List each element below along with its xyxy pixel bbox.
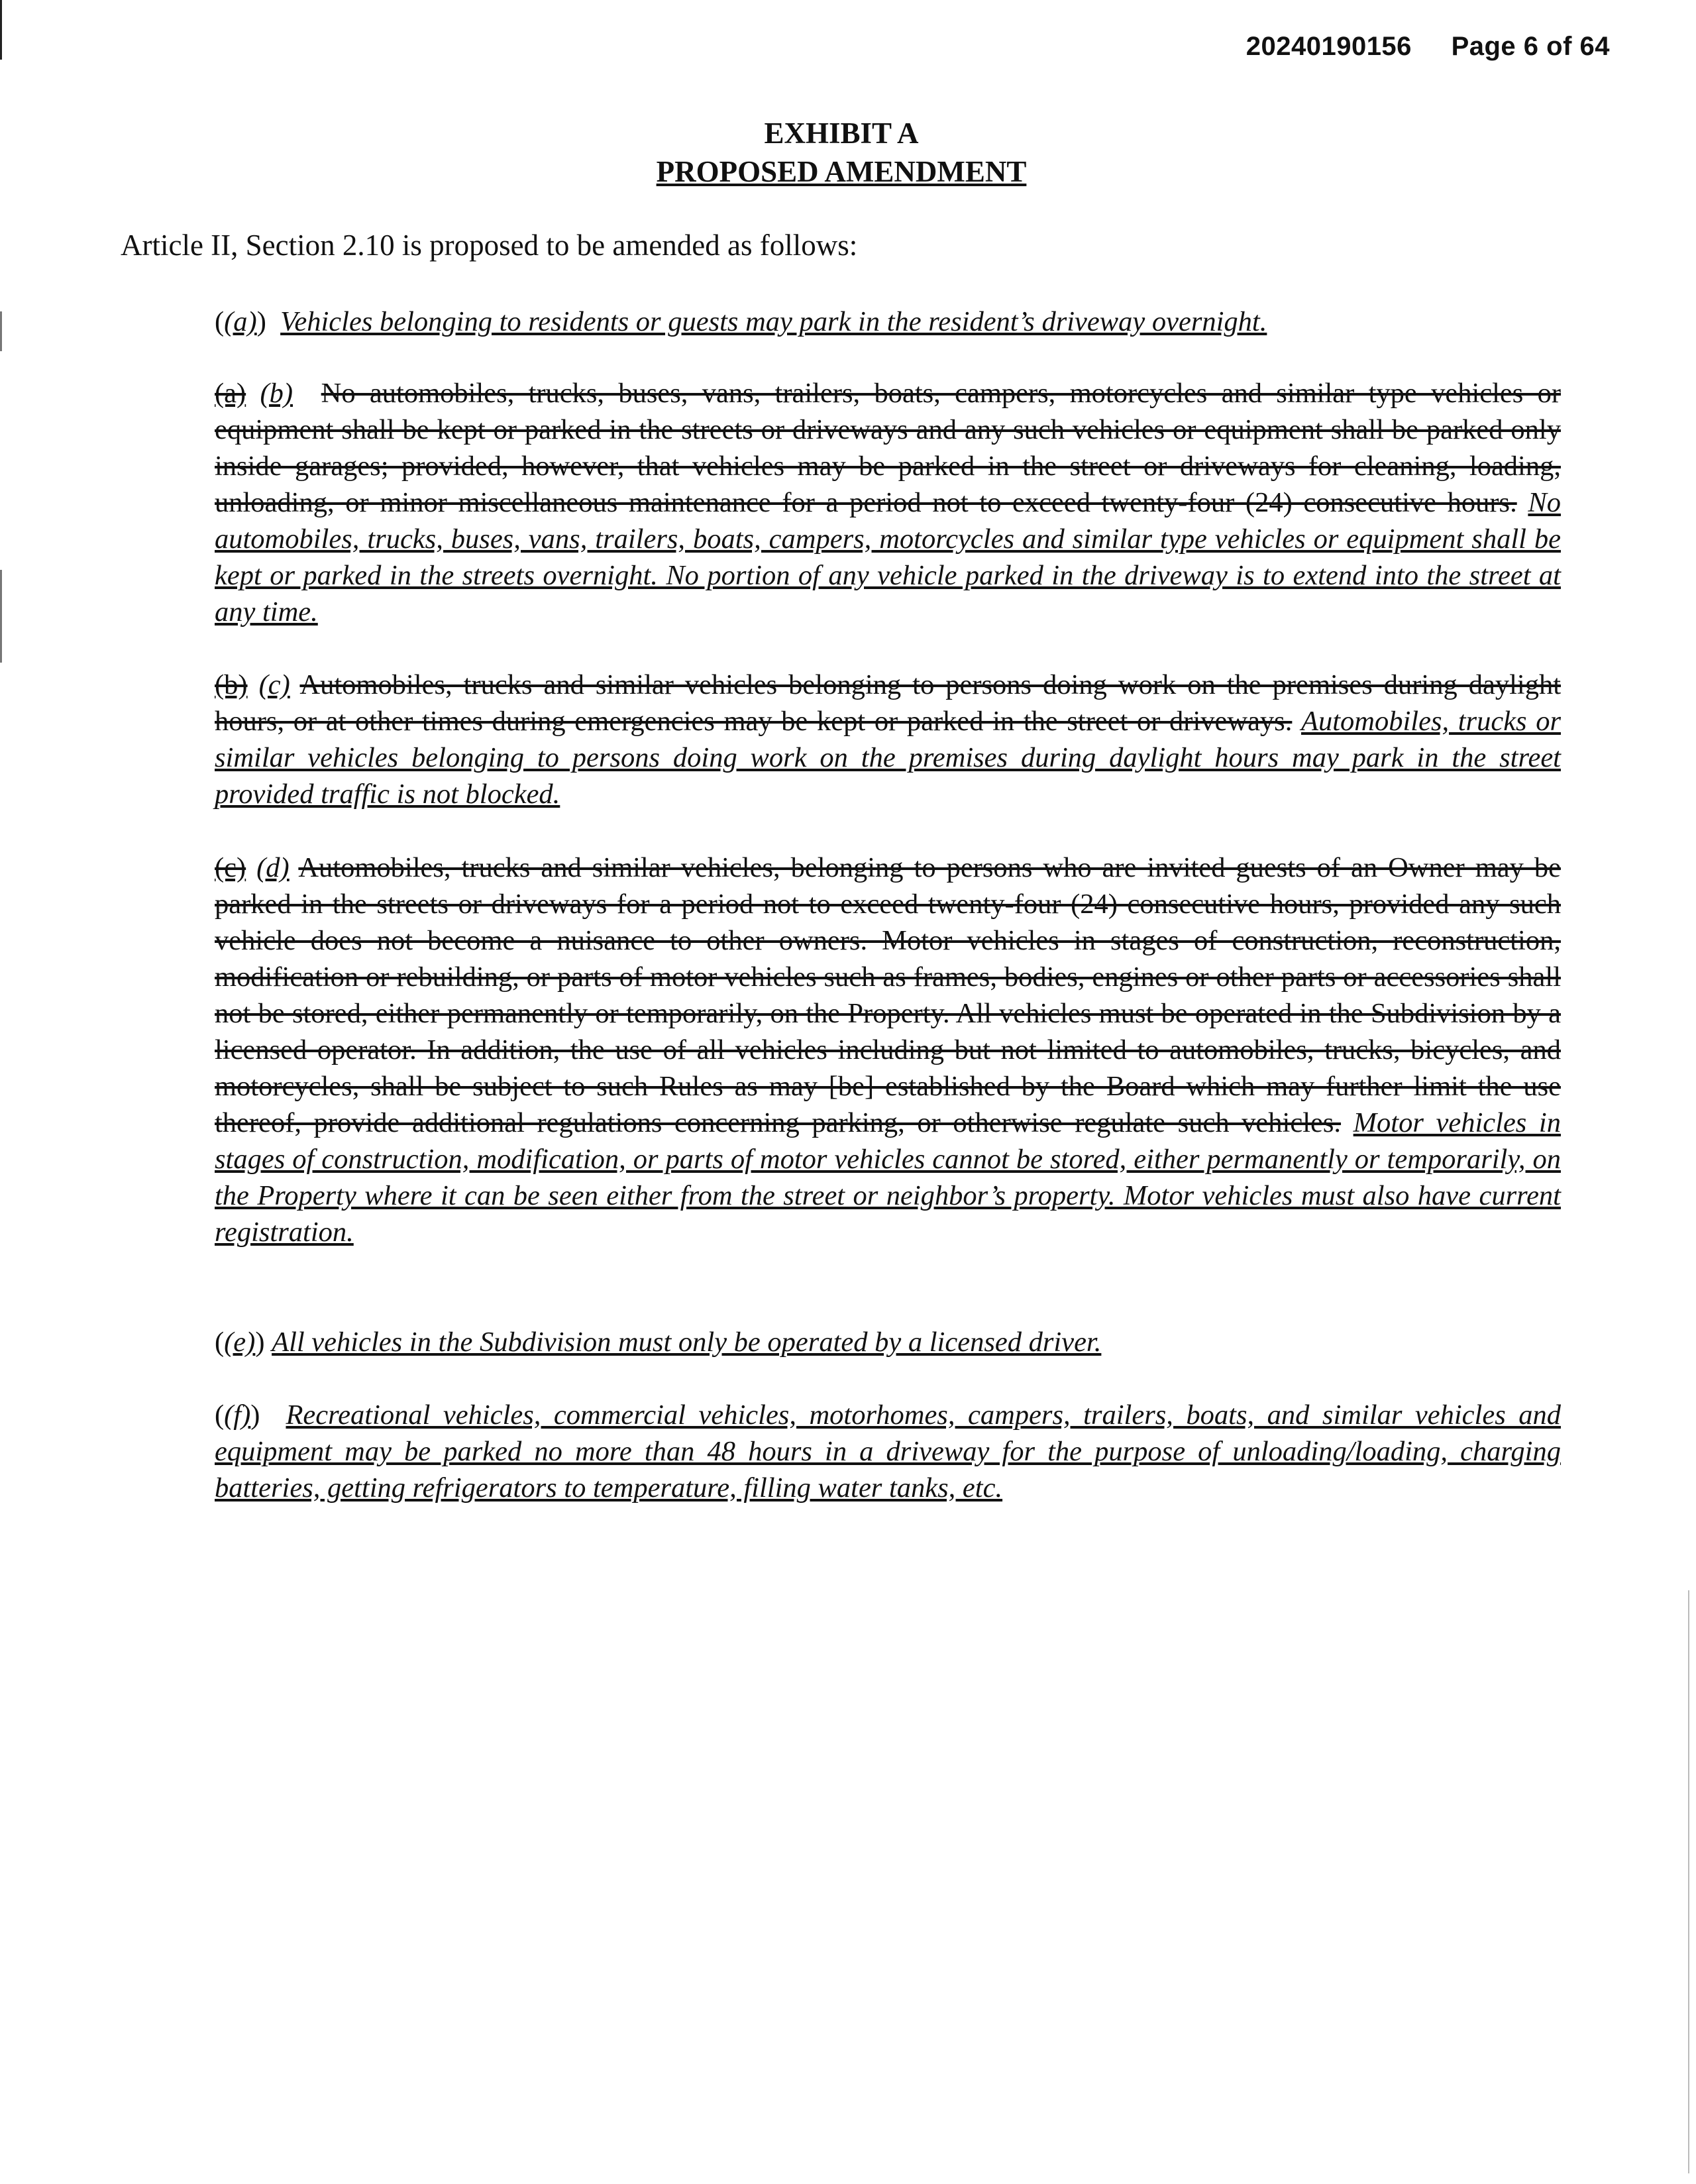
inserted-text: Motor vehicles in stages of construction, modification, or parts of motor vehicles cannot be stored, either permanently or temporarily, on the Property where it can be seen either from the street or neighbor’s property. Motor vehicles must also have current registration. — [215, 1107, 1561, 1248]
paragraph-f: ((f)) Recreational vehicles, commercial vehicles, motorhomes, campers, trailers, boats, and similar vehicles and equipment may be parked no more than 48 hours in a driveway for the purpose of unloading/loading, charging batteries, getting refrigerators to temperature, filling water tanks, etc. — [215, 1399, 1561, 1503]
new-label: (c) — [258, 669, 290, 700]
inserted-text: Recreational vehicles, commercial vehicles, motorhomes, campers, trailers, boats, and similar vehicles and equipment may be parked no more than 48 hours in a driveway for the purpose of unloading/loading, charging batteries, getting refrigerators to temperature, filling water tanks, etc. — [215, 1399, 1561, 1503]
new-label: (e) — [224, 1327, 256, 1358]
inserted-text: All vehicles in the Subdivision must only be operated by a licensed driver. — [272, 1327, 1102, 1358]
deleted-text: Automobiles, trucks and similar vehicles, belonging to persons who are invited guests of an Owner may be parked in the streets or driveways for a period not to exceed twenty-four (24) consecutive hours, provided any such vehicle does not become a nuisance to other owners. Motor vehicles in stages of construction, reconstruction, modification or rebuilding, or parts of motor vehicles such as frames, bodies, engines or other parts or accessories shall not be stored, either permanently or temporarily, on the Property. All vehicles must be operated in the Subdivision by a licensed operator. In addition, the use of all vehicles including but not limited to automobiles, trucks, bicycles, and motorcycles, shall be subject to such Rules as may [be] established by the Board which may further limit the use thereof, provide additional regulations concerning parking, or otherwise regulate such vehicles. — [215, 852, 1562, 1138]
exhibit-title — [0, 114, 1683, 191]
scan-edge-mark-right — [1688, 1590, 1689, 2173]
new-label: (f) — [224, 1399, 251, 1431]
new-label: (a) — [224, 306, 257, 337]
inserted-text: No automobiles, trucks, buses, vans, trailers, boats, campers, motorcycles and similar type vehicles or equipment shall be kept or parked in the streets overnight. No portion of any vehicle parked in the driveway is to extend into the street at any time. — [215, 487, 1561, 628]
scan-edge-mark — [0, 570, 2, 663]
document-number: 20240190156 — [1246, 32, 1412, 61]
old-label: (a) — [215, 378, 246, 409]
intro-text: Article II, Section 2.10 is proposed to be amended as follows: — [121, 229, 858, 262]
title-line-1: EXHIBIT A — [764, 117, 919, 150]
page-number: Page 6 of 64 — [1451, 32, 1610, 61]
paragraph-a: ((a)) Vehicles belonging to residents or guests may park in the resident’s driveway overnight. — [215, 306, 1267, 337]
paragraph-e: ((e)) All vehicles in the Subdivision must only be operated by a licensed driver. — [215, 1327, 1102, 1358]
inserted-text: Vehicles belonging to residents or guests may park in the resident’s driveway overnight. — [280, 306, 1267, 337]
old-label: (c) — [215, 852, 246, 883]
new-label: (b) — [260, 378, 293, 409]
deleted-text: Automobiles, trucks and similar vehicles belonging to persons doing work on the premises during daylight hours, or at other times during emergencies may be kept or parked in the street or driveways. — [215, 669, 1562, 737]
page-header — [1246, 32, 1610, 62]
new-label: (d) — [256, 852, 290, 883]
old-label: (b) — [215, 669, 248, 700]
paragraph-d — [215, 849, 1561, 1250]
title-line-2: PROPOSED AMENDMENT — [656, 155, 1027, 188]
scan-edge-mark — [0, 311, 2, 351]
scan-edge-mark-top — [0, 0, 2, 60]
inserted-text: Automobiles, trucks or similar vehicles belonging to persons doing work on the premises during daylight hours may park in the street provided traffic is not blocked. — [215, 706, 1562, 810]
paragraph-b — [215, 375, 1561, 630]
deleted-text: No automobiles, trucks, buses, vans, trailers, boats, campers, motorcycles and similar type vehicles or equipment shall be kept or parked in the streets or driveways and any such vehicles or equipment shall be parked only inside garages; provided, however, that vehicles may be parked in the street or driveways for cleaning, loading, unloading, or minor miscellaneous maintenance for a period not to exceed twenty-four (24) consecutive hours. — [215, 378, 1562, 518]
paragraph-c — [215, 667, 1561, 812]
